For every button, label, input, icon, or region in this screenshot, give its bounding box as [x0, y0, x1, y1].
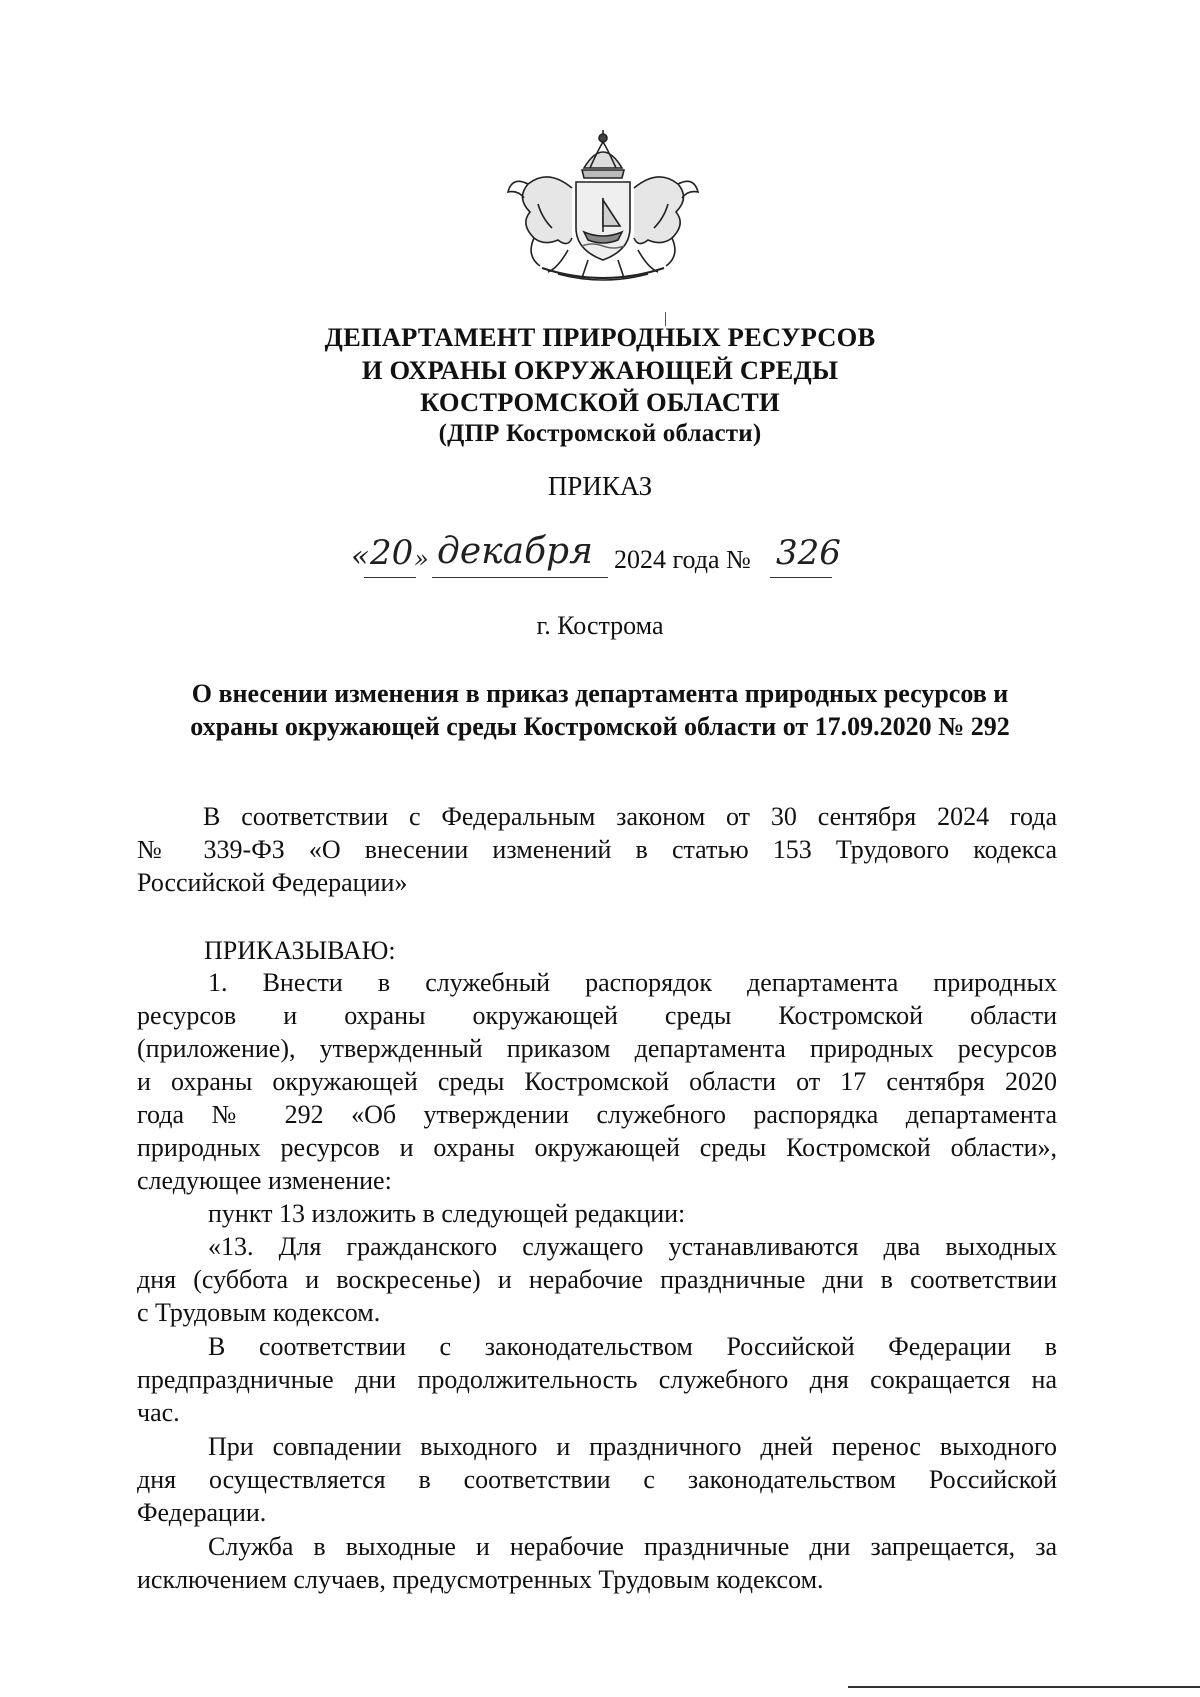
subject-line-1: О внесении изменения в приказ департамента природных ресурсов и	[191, 679, 1009, 708]
order-command: ПРИКАЗЫВАЮ:	[204, 936, 396, 965]
day-underline	[364, 577, 416, 578]
item1-subclause: пункт 13 изложить в следующей редакции:	[208, 1199, 686, 1228]
p13b-line-3: час.	[137, 1398, 180, 1427]
date-month-handwritten: декабря	[437, 531, 593, 572]
month-underline	[432, 577, 608, 578]
number-underline	[770, 577, 832, 578]
basis-line-2: № 339-ФЗ «О внесении изменений в статью 153 Трудового кодекса	[137, 835, 1057, 864]
item1-line-3: (приложение), утвержденный приказом департамента природных ресурсов	[137, 1034, 1057, 1063]
p13d-line-1: Служба в выходные и нерабочие праздничные дни запрещается, за	[208, 1532, 1057, 1561]
order-date-line	[0, 531, 1200, 585]
order-number-handwritten: 326	[776, 533, 841, 573]
department-name-line-1: ДЕПАРТАМЕНТ ПРИРОДНЫХ РЕСУРСОВ	[324, 322, 876, 352]
p13c-line-2: дня осуществляется в соответствии с законодательством Российской	[137, 1465, 1057, 1494]
basis-line-1: В соответствии с Федеральным законом от 30 сентября 2024 года	[203, 802, 1057, 831]
department-name-line-3: КОСТРОМСКОЙ ОБЛАСТИ	[420, 387, 780, 417]
date-open-quote: «	[351, 539, 370, 574]
p13b-line-2: предпраздничные дни продолжительность служебного дня сокращается на	[137, 1365, 1057, 1394]
p13c-line-1: При совпадении выходного и праздничного дней перенос выходного	[208, 1432, 1057, 1461]
city-name: г. Кострома	[536, 611, 664, 640]
item1-line-4: и охраны окружающей среды Костромской области от 17 сентября 2020	[137, 1067, 1057, 1096]
order-year-and-number-label: 2024 года №	[614, 545, 751, 574]
subject-line-2: охраны окружающей среды Костромской области от 17.09.2020 № 292	[190, 712, 1010, 741]
item1-line-1: 1. Внести в служебный распорядок департамента природных	[208, 968, 1057, 997]
p13d-line-2: исключением случаев, предусмотренных Трудовым кодексом.	[137, 1565, 824, 1594]
p13-line-2: дня (суббота и воскресенье) и нерабочие праздничные дни в соответствии	[137, 1265, 1057, 1294]
p13-line-1: «13. Для гражданского служащего устанавливаются два выходных	[208, 1232, 1057, 1261]
date-close-quote: »	[414, 545, 429, 573]
footer-rule	[848, 1686, 1200, 1688]
basis-line-3: Российской Федерации»	[137, 868, 408, 897]
item1-line-7: следующее изменение:	[137, 1166, 392, 1195]
department-short-name: (ДПР Костромской области)	[438, 420, 762, 447]
department-name-line-2: И ОХРАНЫ ОКРУЖАЮЩЕЙ СРЕДЫ	[361, 355, 839, 385]
date-day-handwritten: 20	[370, 533, 414, 573]
p13b-line-1: В соответствии с законодательством Российской Федерации в	[208, 1332, 1057, 1361]
item1-line-6: природных ресурсов и охраны окружающей среды Костромской области»,	[137, 1133, 1057, 1162]
kostroma-coat-of-arms-icon	[498, 128, 708, 288]
item1-line-5: года № 292 «Об утверждении служебного распорядка департамента	[137, 1100, 1057, 1129]
document-type-title: ПРИКАЗ	[547, 471, 653, 501]
p13-line-3: с Трудовым кодексом.	[137, 1298, 381, 1327]
item1-line-2: ресурсов и охраны окружающей среды Костромской области	[137, 1001, 1057, 1030]
p13c-line-3: Федерации.	[137, 1498, 267, 1527]
